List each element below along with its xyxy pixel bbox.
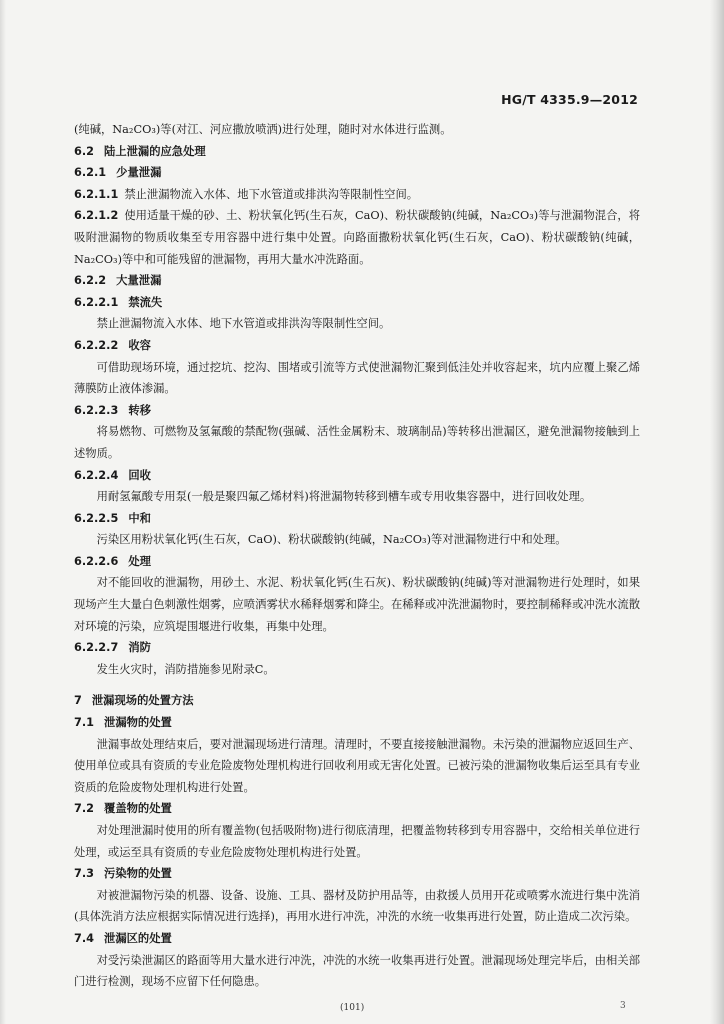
section-title: 陆上泄漏的应急处理: [104, 144, 206, 158]
scan-edge-right: [710, 0, 724, 1024]
section-heading: [74, 400, 640, 422]
section-title: 禁流失: [128, 295, 163, 309]
section-number: 6.2.2.1: [74, 295, 119, 309]
section-number: 6.2: [74, 144, 95, 158]
section-title: 少量泄漏: [116, 166, 162, 180]
section-heading: [74, 712, 640, 734]
section-heading: [74, 508, 640, 530]
clause-text: 禁止泄漏物流入水体、地下水管道或排洪沟等限制性空间。: [124, 187, 419, 201]
body-paragraph: 对被泄漏物污染的机器、设备、设施、工具、器材及防护用品等，由救援人员用开花或喷雾水流进行集中洗消(具体洗消方法应根据实际情况进行选择)，再用水进行冲洗，冲洗的水统一收集再进行处置，防止造成二次污染。: [74, 888, 640, 924]
section-number: 6.2.2.7: [74, 641, 119, 655]
section-title: 泄漏区的处置: [104, 931, 172, 945]
section-number: 6.2.2.3: [74, 403, 119, 417]
section-title: 泄漏现场的处置方法: [91, 694, 194, 708]
body-paragraph: 用耐氢氟酸专用泵(一般是聚四氟乙烯材料)将泄漏物转移到槽车或专用收集容器中，进行回收处理。: [96, 490, 592, 504]
scan-edge-left: [0, 0, 6, 1024]
section-title: 覆盖物的处置: [104, 802, 172, 816]
body-paragraph: 对处理泄漏时使用的所有覆盖物(包括吸附物)进行彻底清理，把覆盖物转移到专用容器中，交给相关单位进行处理，或运至具有资质的专业危险废物处理机构进行处置。: [74, 824, 640, 859]
section-title: 中和: [128, 511, 151, 525]
body-paragraph: 对受污染泄漏区的路面等用大量水进行冲洗，冲洗的水统一收集再进行处置。泄漏现场处理完毕后，由相关部门进行检测，现场不应留下任何隐患。: [74, 953, 640, 989]
clause-number: 6.2.1.2: [74, 209, 119, 223]
clause-number: 6.2.1.1: [74, 187, 119, 201]
clause-paragraph: [74, 205, 640, 270]
section-heading: [74, 798, 640, 820]
section-heading: [74, 162, 640, 184]
section-number: 6.2.2: [74, 274, 107, 288]
page-number: (101): [340, 1003, 365, 1013]
clause-paragraph: [74, 184, 640, 206]
section-heading: [74, 928, 640, 950]
standard-number-header: HG/T 4335.9—2012: [501, 92, 638, 107]
section-heading: [74, 292, 640, 314]
section-title: 大量泄漏: [116, 274, 162, 288]
section-title: 处理: [128, 554, 151, 568]
section-number: 7: [74, 694, 82, 708]
section-title: 转移: [128, 403, 151, 417]
section-number: 6.2.2.2: [74, 338, 119, 352]
section-heading: [74, 551, 640, 573]
section-heading: [74, 637, 640, 659]
section-number: 7.4: [74, 931, 95, 945]
body-paragraph: 污染区用粉状氧化钙(生石灰，CaO)、粉状碳酸钠(纯碱，Na₂CO₃)等对泄漏物进行中和处理。: [96, 533, 567, 547]
body-paragraph: 对不能回收的泄漏物，用砂土、水泥、粉状氧化钙(生石灰)、粉状碳酸钠(纯碱)等对泄漏物进行处理时，如果现场产生大量白色刺激性烟雾，应喷洒雾状水稀释烟雾和降尘。在稀释或冲洗泄漏物时，要控制稀释或冲洗水流散对环境的污染，应筑堤围堰进行收集，再集中处理。: [74, 576, 640, 633]
section-heading: [74, 465, 640, 487]
body-paragraph: 可借助现场环境，通过挖坑、挖沟、围堵或引流等方式使泄漏物汇聚到低洼处并收容起来，坑内应覆上聚乙烯薄膜防止液体渗漏。: [74, 360, 640, 396]
section-title: 污染物的处置: [104, 867, 172, 881]
body-paragraph: 泄漏事故处理结束后，要对泄漏现场进行清理。清理时，不要直接接触泄漏物。未污染的泄漏物应返回生产、使用单位或具有资质的专业危险废物处理机构进行回收利用或无害化处置。已被污染的泄漏物收集后运至具有专业资质的危险废物处理机构进行处置。: [74, 737, 640, 794]
section-title: 回收: [128, 468, 151, 482]
section-number: 6.2.2.6: [74, 554, 119, 568]
body-paragraph: 禁止泄漏物流入水体、地下水管道或排洪沟等限制性空间。: [96, 317, 391, 331]
section-heading: [74, 690, 640, 712]
section-heading: [74, 270, 640, 292]
section-heading: [74, 335, 640, 357]
section-number: 6.2.2.4: [74, 468, 119, 482]
section-title: 泄漏物的处置: [104, 716, 172, 730]
section-title: 消防: [128, 641, 151, 655]
continued-paragraph: (纯碱，Na₂CO₃)等(对江、河应撒放喷洒)进行处理，随时对水体进行监测。: [74, 123, 452, 136]
section-heading: [74, 141, 640, 163]
section-number: 7.1: [74, 716, 95, 730]
section-number: 7.2: [74, 802, 95, 816]
section-number: 7.3: [74, 867, 95, 881]
body-content: [74, 119, 640, 993]
section-gap: [74, 680, 640, 690]
body-paragraph: 发生火灾时，消防措施参见附录C。: [96, 662, 275, 676]
corner-mark: 3: [620, 1001, 626, 1011]
section-number: 6.2.2.5: [74, 511, 119, 525]
section-title: 收容: [128, 338, 151, 352]
section-number: 6.2.1: [74, 166, 107, 180]
section-heading: [74, 863, 640, 885]
clause-text: 使用适量干燥的砂、土、粉状氧化钙(生石灰，CaO)、粉状碳酸钠(纯碱，Na₂CO₃)等与泄漏物混合，将吸附泄漏物的物质收集至专用容器中进行集中处置。向路面撒粉状氧化钙(生石灰，CaO)、粉状碳酸钠(纯碱，Na₂CO₃)等中和可能残留的泄漏物，再用大量水冲洗路面。: [74, 209, 640, 266]
body-paragraph: 将易燃物、可燃物及氢氟酸的禁配物(强碱、活性金属粉末、玻璃制品)等转移出泄漏区，避免泄漏物接触到上述物质。: [74, 425, 640, 460]
